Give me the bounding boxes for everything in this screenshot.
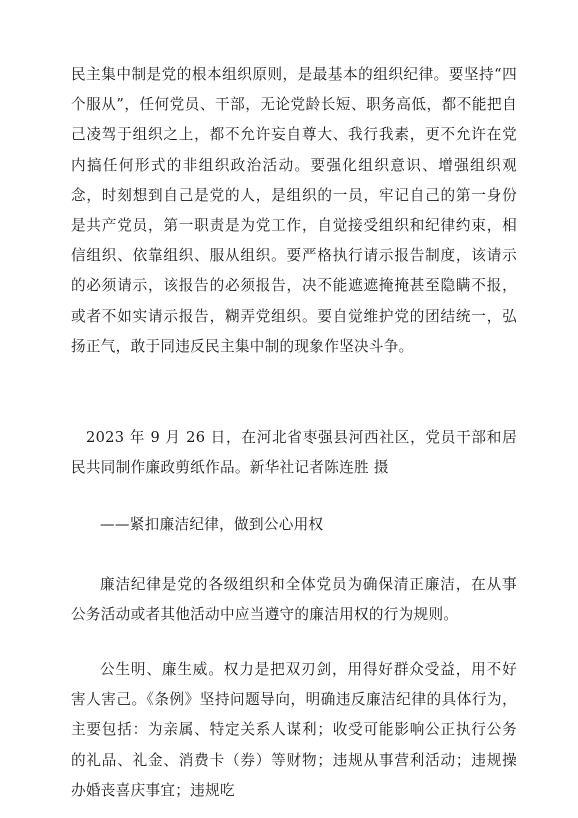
paragraph-integrity-definition: 廉洁纪律是党的各级组织和全体党员为确保清正廉洁，在从事公务活动或者其他活动中应当遵守的廉洁用权的行为规则。 (71, 576, 517, 624)
paragraph-integrity-violations: 公生明、廉生威。权力是把双刃剑，用得好群众受益，用不好害人害己。《条例》坚持问题导向，明确违反廉洁纪律的具体行为，主要包括：为亲属、特定关系人谋利；收受可能影响公正执行公务的礼品、礼金、消费卡（券）等财物；违规从事营利活动；违规操办婚丧喜庆事宜；违规吃 (71, 661, 517, 799)
section-heading-integrity-discipline: ——紧扣廉洁纪律，做到公心用权 (100, 516, 324, 533)
paragraph-democratic-centralism: 民主集中制是党的根本组织原则，是最基本的组织纪律。要坚持“四个服从”，任何党员、干部，无论党龄长短、职务高低，都不能把自己凌驾于组织之上，都不允许妄自尊大、我行我素，更不允许在党内搞任何形式的非组织政治活动。要强化组织意识、增强组织观念，时刻想到自己是党的人，是组织的一员，牢记自己的第一身份是共产党员，第一职责是为党工作，自觉接受组织和纪律约束，相信组织、依靠组织、服从组织。要严格执行请示报告制度，该请示的必须请示，该报告的必须报告，决不能遮遮掩掩甚至隐瞒不报，或者不如实请示报告，糊弄党组织。要自觉维护党的团结统一，弘扬正气，敢于同违反民主集中制的现象作坚决斗争。 (71, 66, 517, 355)
photo-caption: 2023 年 9 月 26 日，在河北省枣强县河西社区，党员干部和居民共同制作廉政剪纸作品。新华社记者陈连胜 摄 (71, 429, 517, 477)
